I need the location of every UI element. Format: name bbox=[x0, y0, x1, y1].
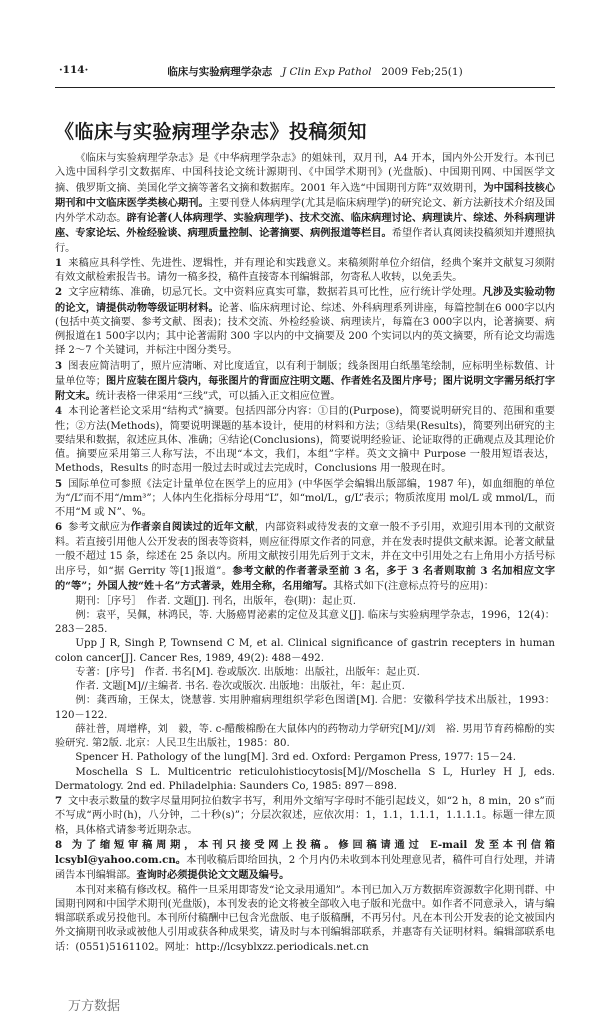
text: 例：龚西瑜，王保太，饶慧蓉. 实用肿瘤病理组织学彩色图谱[M]. 合肥：安徽科学技术出版社，1993：120－122. bbox=[55, 695, 555, 721]
bold-text: 参考文献的作者著录至前 3 名，多于 3 名者则取前 3 名加相应文字的“等”；外国人按“姓＋名”方式著录，姓用全称，名用缩写。 bbox=[55, 565, 556, 593]
item-number: 3 bbox=[55, 359, 63, 372]
reference-example bbox=[55, 766, 555, 795]
bold-text: 为中国科技核心期刊和中文临床医学类核心期刊。 bbox=[55, 181, 556, 209]
bold-text: 凡涉及实验动物的论文，请提供动物等级证明材料。 bbox=[55, 286, 556, 314]
reference-example bbox=[55, 609, 555, 638]
text: 文中表示数量的数字尽量用阿拉伯数字书写，利用外文缩写字母时不能引起歧义，如“2 h，8 min，20 s”而不写成“两小时(h)，八分钟，二十秒(s)”；分层次叙述，应依次用：1，1.1，1.1.1，1.1.1.1。标题一律左顶格，具体格式请参考近期杂志。 bbox=[55, 796, 555, 836]
reference-example bbox=[55, 723, 555, 752]
text: 统计表格一律采用“三线”式，可以插入正文相应位置。 bbox=[95, 391, 341, 402]
guideline-item-3 bbox=[55, 359, 555, 405]
reference-example bbox=[55, 694, 555, 723]
guideline-item-4 bbox=[55, 404, 555, 476]
text: 主要刊登人体病理学(尤其是临床病理学)的研究论文、新方法新技术介绍及国内外学术动态。 bbox=[55, 197, 555, 224]
guideline-item-5 bbox=[55, 477, 555, 521]
item-number: 2 bbox=[55, 286, 63, 299]
text: 文字应精练、准确，切忌冗长。文中资料应真实可靠，数据若具可比性，应行统计学处理。 bbox=[68, 287, 483, 299]
text: 薛社普，周增桦，刘 毅，等. c-醋酸棉酚在大鼠体内的药物动力学研究[M]//刘 裕. 男用节育药棉酚的实验研究. 第2版. 北京：人民卫生出版社，1985：80. bbox=[55, 723, 555, 749]
guideline-item-7 bbox=[55, 794, 555, 838]
journal-name-en: J Clin Exp Pathol bbox=[281, 66, 372, 78]
text: 专著：[序号] 作者. 书名[M]. 卷或版次. 出版地：出版社，出版年：起止页. bbox=[75, 666, 420, 678]
header-rule bbox=[55, 87, 555, 88]
paragraph bbox=[55, 884, 555, 955]
article-body bbox=[55, 152, 555, 955]
journal-name-cn: 临床与实验病理学杂志 bbox=[167, 66, 273, 78]
bold-text: 为了缩短审稿周期，本刊只接受网上投稿。修回稿请通过 E-mail 发至本刊信箱 lcsybl@yahoo.com.cn。 bbox=[55, 838, 555, 866]
guideline-item-2 bbox=[55, 285, 555, 358]
item-number: 8 bbox=[55, 838, 63, 851]
item-number: 6 bbox=[55, 521, 63, 534]
text: 《临床与实验病理学杂志》是《中华病理学杂志》的姐妹刊，双月刊，A4 开本，国内外公开发行。本刊已入选中国科学引文数据库、中国科技论文统计源期刊、《中国学术期刊》(光盘版)、中国期刊网、中国医学文摘、俄罗斯文摘、美国化学文摘等著名文摘和数据库。2001 年入选“中国期刊方阵”双效期刊， bbox=[55, 153, 555, 194]
reference-example bbox=[55, 595, 555, 609]
text: 图表应简洁明了，照片应清晰、对比度适宜，以有利于制版；线条图用白纸墨笔绘制，应标明坐标数值、计量单位等； bbox=[55, 360, 555, 387]
reference-example bbox=[55, 751, 555, 765]
text: Moschella S L. Multicentric reticulohistiocytosis[M]//Moschella S L, Hurley H J, eds. Dermatology. 2nd ed. Philadelphia: Saunders Co, 1985: 897－898. bbox=[55, 766, 555, 792]
item-number: 4 bbox=[55, 405, 63, 418]
text: 例：袁平，吴佩，林鸿民，等. 大肠癌胃泌素的定位及其意义[J]. 临床与实验病理学杂志，1996，12(4)：283－285. bbox=[55, 609, 555, 635]
text: 本刊收稿后即给回执，2 个月内仍未收到本刊处理意见者，稿件可自行处理，并请函告本刊编辑部。 bbox=[55, 855, 556, 882]
bold-text: 辟有论著(人体病理学、实验病理学)、技术交流、临床病理讨论、病理读片、综述、外科病理讲座、专家论坛、外检经验谈、病理质量控制、论著摘要、病例报道等栏目。 bbox=[55, 212, 556, 240]
text: ，内部资料或待发表的文章一般不予引用，欢迎引用本刊的文献资料。若直接引用他人公开发表的图表等资料，则应征得原文作者的同意，并在发表时提供文献来源。论著文献量一般不超过 15 条，综述在 25 条以内。所用文献按引用先后列于文末，并在文中引用处之右上角用小方括号标出序号，如“据 Gerrity 等[1]报道”。 bbox=[55, 522, 556, 577]
item-number: 1 bbox=[55, 256, 63, 269]
journal-citation bbox=[150, 64, 480, 79]
text: 论著、临床病理讨论、综述、外科病理系列讲座，每篇控制在6 000字以内(包括中英文摘要、参考文献、图表)；技术交流、外检经验谈、病理读片，每篇在3 000字以内，论著摘要、病例报道在1 500字以内；其中论著需附 300 字以内的中文摘要及 200 个实词以内的英文摘要，所有论文均需选择 2～7 个关键词，并标注中图分类号。 bbox=[55, 302, 555, 357]
wanfang-watermark: 万方数据 bbox=[68, 998, 121, 1014]
running-header bbox=[55, 60, 555, 80]
guideline-item-1 bbox=[55, 256, 555, 286]
text: 本刊论著栏论文采用“结构式”摘要。包括四部分内容：①目的(Purpose)，简要说明研究目的、范围和重要性；②方法(Methods)，简要说明课题的基本设计，使用的材料和方法；③结果(Results)，简要列出研究的主要结果和数据，叙述应具体、准确；④结论(Conclusions)，简要说明经验证、论证取得的正确观点及其理论价值。摘要应采用第三人称写法，不出现“本文，我们，本组”字样。英文文摘中 Purpose 一般用短语表达，Methods，Results 的时态用一般过去时或过去完成时，Conclusions 用一般现在时。 bbox=[55, 406, 555, 475]
text: Spencer H. Pathology of the lung[M]. 3rd ed. Oxford: Pergamon Press, 1977: 15－24. bbox=[75, 752, 516, 764]
issue-info: 2009 Feb;25(1) bbox=[381, 66, 463, 78]
text: 其格式如下(注意标点符号的应用)： bbox=[333, 581, 494, 593]
bold-text: 作者亲自阅读过的近年文献 bbox=[130, 521, 255, 534]
guideline-item-8 bbox=[55, 838, 555, 884]
text: 作者. 文题[M]//主编者. 书名. 卷次或版次. 出版地：出版社，年：起止页. bbox=[75, 681, 405, 692]
guideline-item-6 bbox=[55, 520, 555, 594]
bold-text: 图片应装在图片袋内，每张图片的背面应注明文题、作者姓名及图片序号；图片说明文字需另纸打字附文末。 bbox=[55, 374, 556, 402]
page-number: ·114· bbox=[59, 64, 89, 76]
text: 参考文献应为 bbox=[68, 522, 131, 534]
bold-text: 查询时必须提供论文文题及编号。 bbox=[136, 869, 290, 882]
reference-example bbox=[55, 680, 555, 694]
item-number: 7 bbox=[55, 795, 63, 807]
text: 期刊：［序号］ 作者. 文题[J]. 刊名，出版年，卷(期)：起止页. bbox=[75, 595, 357, 607]
text: Upp J R, Singh P, Townsend C M, et al. Clinical significance of gastrin recepters in human colon cancer[J]. Cancer Res, 1989, 49(2): 488－492. bbox=[55, 638, 555, 664]
item-number: 5 bbox=[55, 477, 63, 490]
text: 希望作者认真阅读投稿须知并遵照执行。 bbox=[55, 228, 556, 254]
page-content bbox=[55, 152, 555, 1015]
text: 本刊对来稿有修改权。稿件一旦采用即寄发“论文录用通知”。本刊已加入万方数据库资源数字化期刊群、中国期刊网和中国学术期刊(光盘版)，本刊发表的论文将被全部收入电子版和光盘中。如作者不同意录入，请与编辑部联系或另投他刊。本刊所付稿酬中已包含光盘版、电子版稿酬，不再另付。凡在本刊公开发表的论文被国内外文摘期刊收录或被他人引用或获各种成果奖，请及时与本刊编辑部联系，并惠寄有关证明材料。编辑部联系电话：(0551)5161102。网址：http://lcsyblxzz.periodicals.net.cn bbox=[55, 884, 555, 953]
text: 来稿应具科学性、先进性、逻辑性，并有理论和实践意义。来稿须附单位介绍信，经典个案并文献复习须附有效文献检索报告书。请勿一稿多投，稿件直接寄本刊编辑部，勿寄私人收转，以免丢失。 bbox=[55, 257, 555, 283]
paragraph bbox=[55, 152, 555, 256]
reference-example bbox=[55, 637, 555, 666]
reference-example bbox=[55, 666, 555, 680]
page-title: 《临床与实验病理学杂志》投稿须知 bbox=[55, 121, 368, 143]
text: 国际单位可参照《法定计量单位在医学上的应用》(中华医学会编辑出版部编，1987 年)，如血细胞的单位为“/L”而不用“/mm³”；人体内生化指标分母用“L”，如“mol/L，g/L”表示；物质浓度用 mol/L 或 mmol/L，而不用“M 或 N”、%。 bbox=[55, 478, 555, 518]
